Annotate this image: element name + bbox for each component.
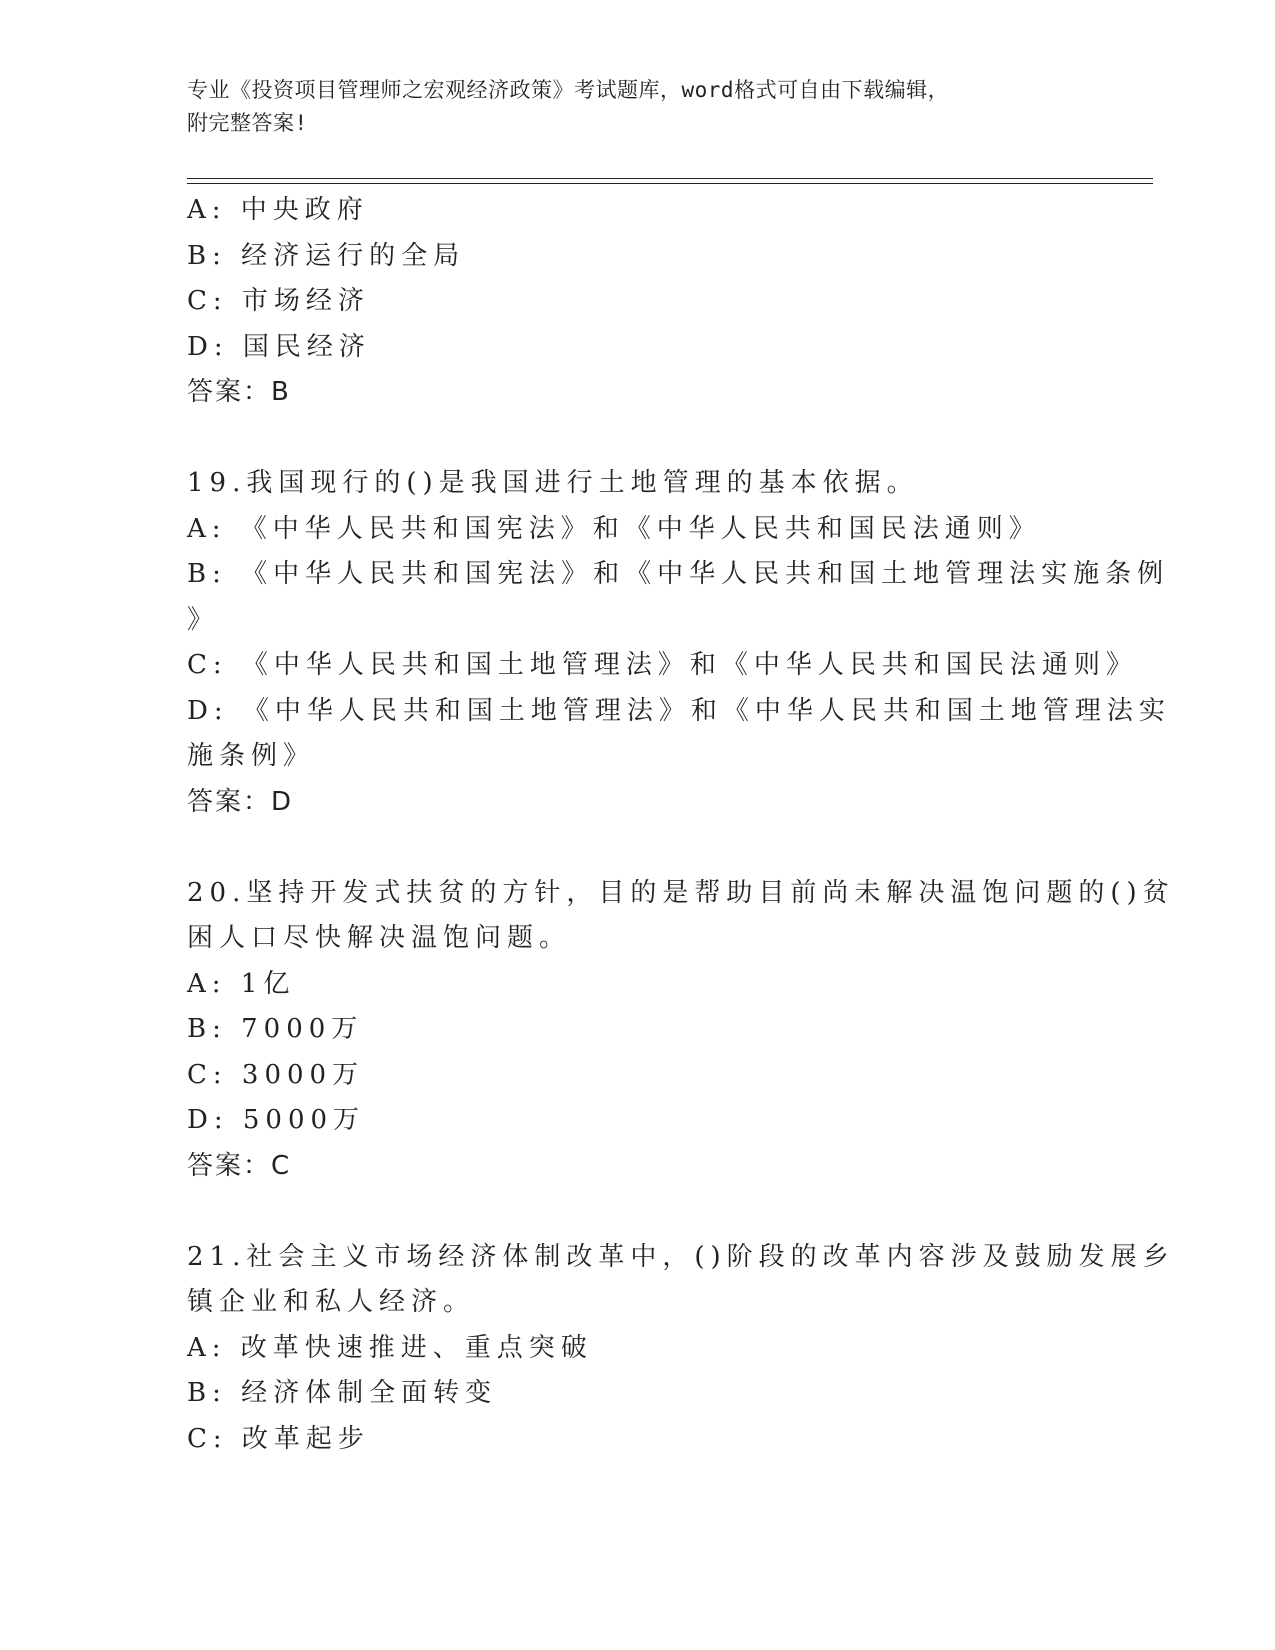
option-b: B: 《中华人民共和国宪法》和《中华人民共和国土地管理法实施条例 [187,559,1170,589]
question-stem-line-2: 镇企业和私人经济。 [187,1287,476,1317]
question-stem-line-2: 困人口尽快解决温饱问题。 [187,923,572,953]
option-b: B: 经济体制全面转变 [187,1378,498,1408]
question-content [187,188,1175,1462]
spacer [187,1189,1067,1235]
answer-label: 答案：C [187,1150,292,1181]
question-stem-line-1: 20.坚持开发式扶贫的方针，目的是帮助目前尚未解决温饱问题的()贫 [187,877,1175,908]
question-19 [187,461,1171,825]
option-d: D: 《中华人民共和国土地管理法》和《中华人民共和国土地管理法实 [187,695,1171,726]
header-title-line-1: 专业《投资项目管理师之宏观经济政策》考试题库，word格式可自由下载编辑， [187,78,950,102]
spacer [187,825,1067,871]
option-b: B: 经济运行的全局 [187,240,466,271]
header-rule-top [187,178,1153,179]
document-header [187,74,1087,140]
question-stem: 19.我国现行的()是我国进行土地管理的基本依据。 [187,468,919,498]
option-b-continued: 》 [187,604,220,635]
option-d: D: 国民经济 [187,331,371,362]
option-a: A: 改革快速推进、重点突破 [187,1332,593,1363]
option-a: A: 《中华人民共和国宪法》和《中华人民共和国民法通则》 [187,513,1041,544]
option-a: A: 1亿 [187,968,296,999]
option-c: C: 3000万 [187,1059,365,1090]
header-rule-bottom [187,183,1153,184]
option-a: A: 中央政府 [187,195,369,225]
option-d: D: 5000万 [187,1105,366,1135]
spacer [187,416,1067,462]
answer-label: 答案：B [187,377,291,407]
answer-label: 答案：D [187,786,294,817]
option-b: B: 7000万 [187,1014,364,1044]
question-18-continued [187,188,1067,416]
question-21 [187,1235,1175,1463]
header-title-line-2: 附完整答案! [187,111,308,135]
option-c: C: 市场经济 [187,286,370,316]
question-20 [187,871,1175,1190]
question-stem-line-1: 21.社会主义市场经济体制改革中，()阶段的改革内容涉及鼓励发展乡 [187,1241,1175,1272]
option-d-continued: 施条例》 [187,741,316,771]
option-c: C: 《中华人民共和国土地管理法》和《中华人民共和国民法通则》 [187,650,1138,680]
option-c: C: 改革起步 [187,1423,370,1454]
